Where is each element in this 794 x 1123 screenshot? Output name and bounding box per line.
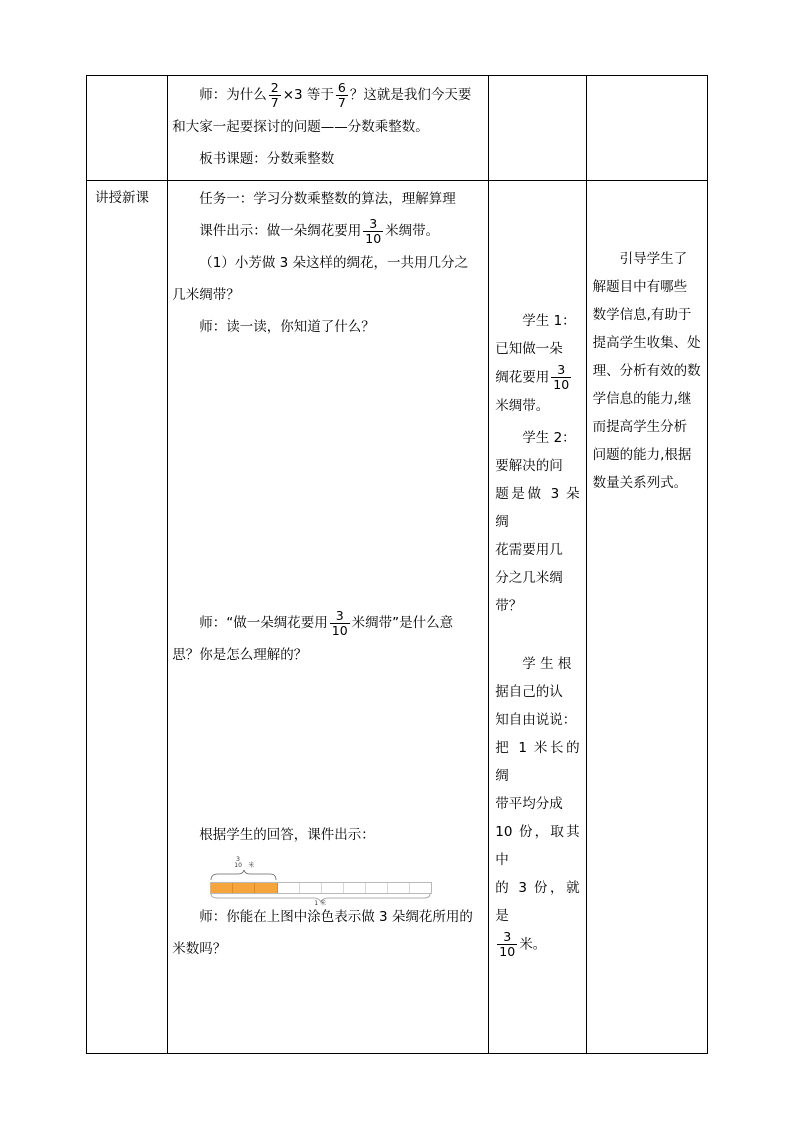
bar-segment bbox=[410, 883, 431, 893]
spacer bbox=[168, 343, 488, 607]
design-intent-note bbox=[587, 245, 707, 497]
bar-segment bbox=[300, 883, 322, 893]
teacher-ask-line-2: 思？你是怎么理解的？ bbox=[172, 647, 308, 663]
student-1-answer bbox=[489, 307, 585, 420]
student-activity-cell-empty bbox=[489, 76, 586, 181]
fraction-3-10: $\frac{3}{10}$ bbox=[365, 215, 382, 246]
color-question-line-2: 米数吗？ bbox=[172, 941, 227, 957]
design-intent-cell bbox=[586, 181, 707, 1054]
courseware-line: 课件出示：做一朵绸花要用 $\frac{3}{10}$ 米绸带。 bbox=[199, 215, 440, 246]
design-intent-text: 问题的能力,根据 bbox=[592, 447, 692, 463]
fraction-2-7: $\frac{2}{7}$ bbox=[270, 79, 279, 110]
design-intent-text: 而提高学生分析 bbox=[592, 419, 688, 435]
design-intent-text: 提高学生收集、处 bbox=[592, 335, 701, 351]
board-title: 板书课题：分数乘整数 bbox=[199, 151, 335, 167]
student-1-text: 已知做一朵 bbox=[495, 341, 563, 357]
fraction-6-7: $\frac{6}{7}$ bbox=[337, 79, 346, 110]
design-intent-cell-empty bbox=[586, 76, 707, 181]
spacer bbox=[168, 671, 488, 819]
table-row bbox=[87, 76, 708, 181]
student-activity-cell bbox=[489, 181, 586, 1054]
question-1-line-2: 几米绸带？ bbox=[172, 287, 240, 303]
teaching-content-cell bbox=[168, 76, 489, 181]
student-3-text: 带平均分成 bbox=[495, 796, 563, 812]
student-3-text: 的 3 份，就是 bbox=[495, 880, 580, 924]
ribbon-bar-figure bbox=[210, 856, 434, 907]
student-3-answer bbox=[489, 650, 585, 959]
student-3-text: $\frac{3}{10}$ 米。 bbox=[499, 929, 547, 959]
bar-segment bbox=[366, 883, 388, 893]
top-brace bbox=[210, 869, 278, 881]
student-2-text: 要解决的问 bbox=[495, 458, 563, 474]
figure-bottom-label: 1 米 bbox=[314, 900, 326, 907]
bar-segment bbox=[233, 883, 255, 893]
figure-top-unit: 米 bbox=[248, 862, 255, 869]
fraction-3-10: $\frac{3}{10}$ bbox=[553, 362, 570, 392]
fraction-3-10: $\frac{3}{10}$ bbox=[331, 607, 348, 638]
teacher-question-line: 师：为什么 $\frac{2}{7}$ ×3 等于 $\frac{6}{7}$ ？这就是我们今天要 bbox=[199, 79, 472, 110]
student-3-text: 把 1 米长的绸 bbox=[495, 740, 580, 784]
student-2-text: 分之几米绸 bbox=[495, 570, 563, 586]
teacher-question-line-2: 和大家一起要探讨的问题——分数乘整数。 bbox=[172, 119, 429, 135]
stage-label-cell bbox=[87, 181, 168, 1054]
teacher-ask-line: 师：“做一朵绸花要用 $\frac{3}{10}$ 米绸带”是什么意 bbox=[199, 607, 454, 638]
stage-cell-empty bbox=[87, 76, 168, 181]
student-2-answer bbox=[489, 424, 585, 620]
task-heading: 任务一：学习分数乘整数的算法，理解算理 bbox=[199, 191, 456, 207]
bar-segment bbox=[388, 883, 410, 893]
stage-label: 讲授新课 bbox=[95, 190, 149, 206]
design-intent-text: 引导学生了 bbox=[619, 251, 688, 267]
color-question-line-1: 师：你能在上图中涂色表示做 3 朵绸花所用的 bbox=[199, 909, 473, 925]
design-intent-text: 理、分析有效的数 bbox=[592, 363, 701, 379]
design-intent-text: 学信息的能力,继 bbox=[592, 391, 692, 407]
student-3-text: 据自己的认 bbox=[495, 684, 563, 700]
student-1-label: 学生 1： bbox=[522, 313, 576, 329]
design-intent-text: 数量关系列式。 bbox=[592, 475, 688, 491]
student-2-label: 学生 2： bbox=[522, 430, 576, 446]
student-1-text: 绸花要用 $\frac{3}{10}$ bbox=[495, 362, 570, 392]
design-intent-text: 数学信息,有助于 bbox=[592, 307, 692, 323]
teaching-content-cell bbox=[168, 181, 489, 1054]
bar-segment bbox=[344, 883, 366, 893]
student-1-text: 米绸带。 bbox=[495, 398, 550, 414]
bar-segment bbox=[278, 883, 300, 893]
bar-segment bbox=[322, 883, 344, 893]
fraction-3-10: $\frac{3}{10}$ bbox=[499, 929, 516, 959]
student-3-text: 知自由说说： bbox=[495, 712, 577, 728]
figure-top-label: 3 10 bbox=[234, 856, 242, 869]
design-intent-text: 解题目中有哪些 bbox=[592, 279, 688, 295]
student-2-text: 题是做 3 朵绸 bbox=[495, 486, 580, 530]
student-3-text: 10 份，取其中 bbox=[495, 824, 580, 868]
question-1-line-1: （1）小芳做 3 朵这样的绸花，一共用几分之 bbox=[199, 255, 469, 271]
teacher-read-prompt: 师：读一读，你知道了什么？ bbox=[199, 319, 375, 335]
student-2-text: 带？ bbox=[495, 598, 523, 614]
bar-segment bbox=[211, 883, 233, 893]
student-2-text: 花需要用几 bbox=[495, 542, 563, 558]
lesson-plan-table bbox=[86, 75, 708, 1054]
bar-segment bbox=[255, 883, 277, 893]
student-3-text: 学 生 根 bbox=[522, 656, 572, 672]
courseware-show-line: 根据学生的回答，课件出示： bbox=[199, 827, 375, 843]
table-row bbox=[87, 181, 708, 1054]
